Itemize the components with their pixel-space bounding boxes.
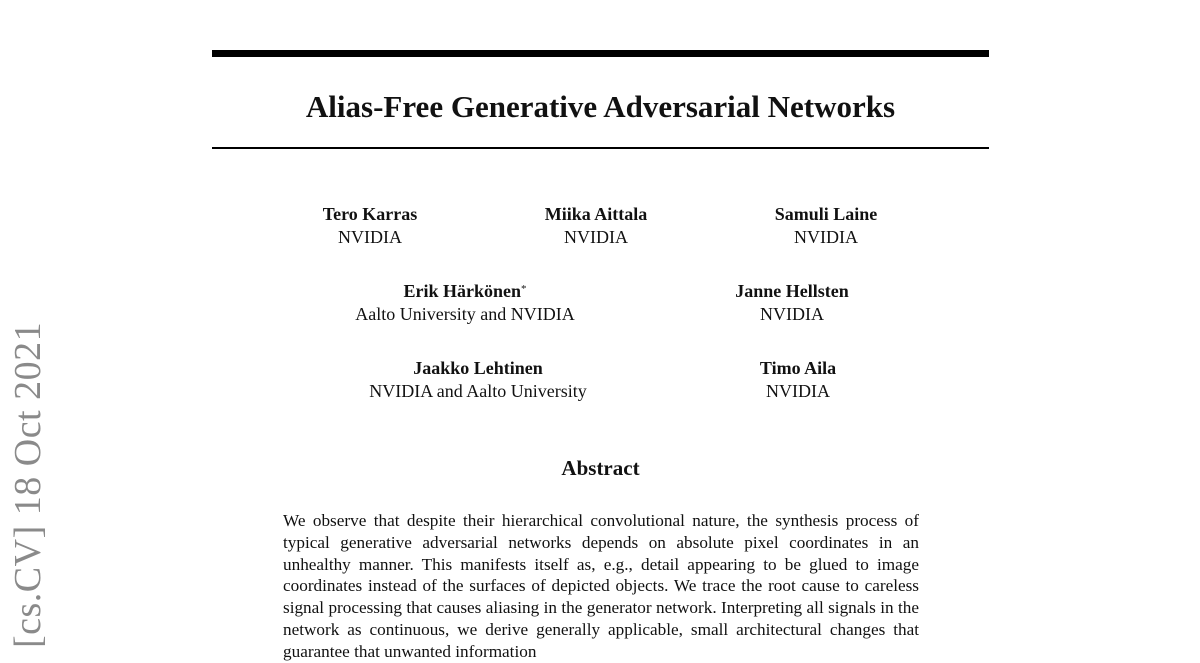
arxiv-side-stamp [0, 0, 60, 648]
author-footnote-marker: * [521, 283, 527, 295]
title-top-rule [212, 50, 989, 57]
author-affiliation: NVIDIA [766, 381, 830, 401]
author-block [315, 280, 615, 326]
author-affiliation: NVIDIA [794, 227, 858, 247]
author-block [328, 357, 628, 403]
author-name: Timo Aila [759, 358, 837, 378]
author-name: Tero Karras [322, 204, 418, 224]
author-name: Samuli Laine [774, 204, 878, 224]
author-block [648, 357, 948, 403]
abstract-heading: Abstract [561, 456, 640, 480]
author-block [676, 203, 976, 249]
abstract-text: We observe that despite their hierarchical convolutional nature, the synthesis process of typical generative adversarial networks depends on absolute pixel coordinates in an unhealthy manner. This manifests itself as, e.g., detail appearing to be glued to image coordinates instead of the surfaces of depicted objects. We trace the root cause to careless signal processing that causes aliasing in the generator network. Interpreting all signals in the network as continuous, we derive generally applicable, small architectural changes that guarantee that unwanted information [283, 511, 919, 661]
author-affiliation: NVIDIA [338, 227, 402, 247]
arxiv-stamp-text: [cs.CV] 18 Oct 2021 [7, 321, 49, 648]
paper-title: Alias-Free Generative Adversarial Networks [305, 89, 896, 124]
author-name: Janne Hellsten [735, 281, 849, 301]
author-block [642, 280, 942, 326]
title-bottom-rule [212, 147, 989, 149]
author-name: Miika Aittala [544, 204, 648, 224]
author-affiliation: NVIDIA [760, 304, 824, 324]
author-name: Jaakko Lehtinen [413, 358, 543, 378]
author-name: Erik Härkönen* [403, 281, 527, 301]
author-affiliation: Aalto University and NVIDIA [355, 304, 575, 324]
author-affiliation: NVIDIA [564, 227, 628, 247]
author-affiliation: NVIDIA and Aalto University [369, 381, 587, 401]
